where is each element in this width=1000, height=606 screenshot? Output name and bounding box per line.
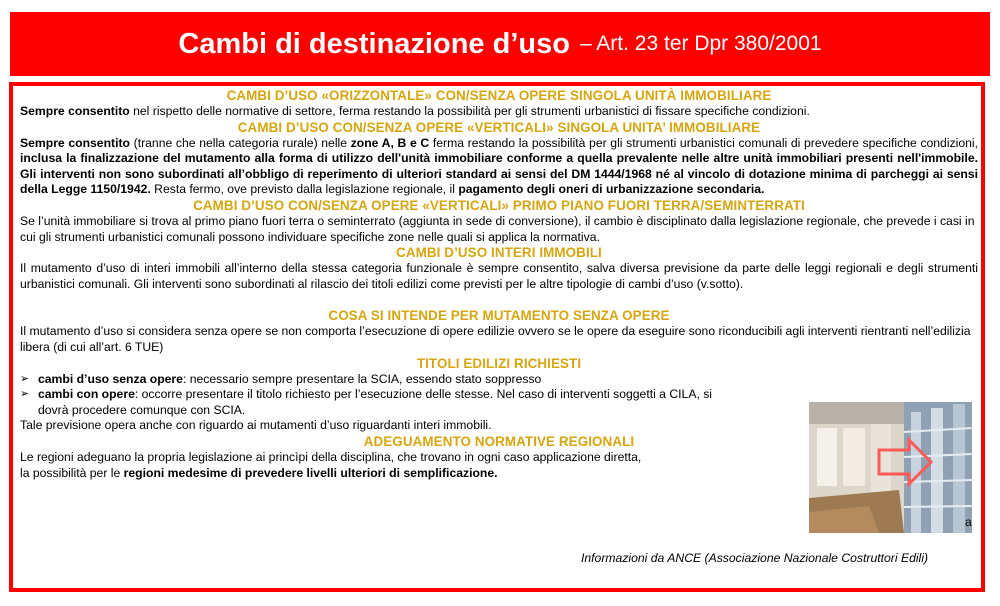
section-text-interi-immobili: Il mutamento d’uso di interi immobili all’interno della stessa categoria funzionale è sempre consentito, salva diversa previsione da parte delle leggi regionali e degli strumenti urbanistici comunali. Gli interventi sono subordinati al rilascio dei titoli edilizi come previsti per le altre tipologie di cambi d’uso (v.sotto). [20,261,978,291]
section-text-senza-opere: Il mutamento d’uso si considera senza opere se non comporta l’esecuzione di opere edilizie ovvero se le opere da eseguire sono riconducibili agli interventi rientranti nell’edilizia libera (di cui all’art. 6 TUE) [20,324,971,354]
section-heading-verticali: CAMBI D’USO CON/SENZA OPERE «VERTICALI» SINGOLA UNITA’ IMMOBILIARE [237,119,761,135]
section-heading-senza-opere: COSA SI INTENDE PER MUTAMENTO SENZA OPERE [328,308,670,324]
text: nel rispetto delle normative di settore, ferma restando la possibilità per gli strumenti urbanistici di fissare specifiche condizioni. [129,104,810,118]
section-text-primo-piano: Se l’unità immobiliare si trova al primo piano fuori terra o seminterrato (aggiunta in sede di conversione), il cambio è disciplinato dalla legislazione regionale, che prevede i casi in cui gli strumenti urbanistici comunali possono individuare specifiche zone nelle quali si applica la normativa. [20,213,975,244]
section-heading-regionali: ADEGUAMENTO NORMATIVE REGIONALI [363,433,635,449]
list-item [20,372,740,388]
page-title: Cambi di destinazione d’uso [178,27,570,60]
bold-text: cambi con opere [38,387,135,402]
text: : occorre presentare il titolo richiesto per l’esecuzione delle stesse. Nel caso di interventi soggetti a CILA, si dovrà procedere comunque con SCIA. [38,387,713,417]
bold-text: pagamento degli oneri di urbanizzazione secondaria. [458,182,765,197]
title-banner [10,12,990,76]
text: Resta fermo, ove previsto dalla legislazione regionale, il [150,182,459,197]
section-text-regionali-line1: Le regioni adeguano la propria legislazione ai princìpi della disciplina, che trovano in ogni caso applicazione diretta, [20,449,642,464]
text: la possibilità per le [20,465,124,480]
bullet-list [20,372,740,419]
text: ferma restando la possibilità per gli strumenti urbanistici comunali di prevedere specifiche condizioni, [429,135,978,150]
section-text-verticali [20,136,978,198]
section-text-titoli-after: Tale previsione opera anche con riguardo ai mutamenti d’uso riguardanti interi immobili. [20,418,492,433]
source-note: Informazioni da ANCE (Associazione Nazionale Costruttori Edili) [581,551,929,565]
building-conversion-photo [809,402,972,533]
arrow-bullet-icon: ➢ [20,372,30,385]
bold-text: Sempre consentito [20,135,130,150]
section-heading-primo-piano: CAMBI D’USO CON/SENZA OPERE «VERTICALI» PRIMO PIANO FUORI TERRA/SEMINTERRATI [193,197,805,213]
bold-text: zone A, B e C [350,135,430,150]
section-text-orizzontale [20,104,978,120]
section-heading-orizzontale: CAMBI D’USO «ORIZZONTALE» CON/SENZA OPERE SINGOLA UNITÀ IMMOBILIARE [226,88,772,103]
bold-text: cambi d’uso senza opere [38,371,183,386]
list-item [20,387,740,418]
section-heading-interi-immobili: CAMBI D’USO INTERI IMMOBILI [396,245,602,261]
text: (tranne che nella categoria rurale) nelle [129,135,351,150]
text: : necessario sempre presentare la SCIA, essendo stato soppresso [182,371,542,386]
page-subtitle: – Art. 23 ter Dpr 380/2001 [579,32,822,55]
bold-text: Sempre consentito [20,104,130,118]
spacer [20,292,978,308]
bold-text: regioni medesime di prevedere livelli ulteriori di semplificazione. [123,465,498,480]
stray-character: a [965,515,972,529]
building-conversion-photo-icon [809,402,972,533]
section-heading-titoli: TITOLI EDILIZI RICHIESTI [416,355,582,371]
arrow-bullet-icon: ➢ [20,388,30,401]
bold-text: inclusa la finalizzazione del mutamento alla forma di utilizzo dell'unità immobiliare conforme a quella prevalente nelle altre unità immobiliari presenti nell'immobile. Gli interventi non sono subordinati all’obbligo di reperimento di ulteriori standard ai sensi del DM 1444/1968 né al vincolo di dotazione minima di parcheggi ai sensi della Legge 1150/1942. [20,151,978,197]
